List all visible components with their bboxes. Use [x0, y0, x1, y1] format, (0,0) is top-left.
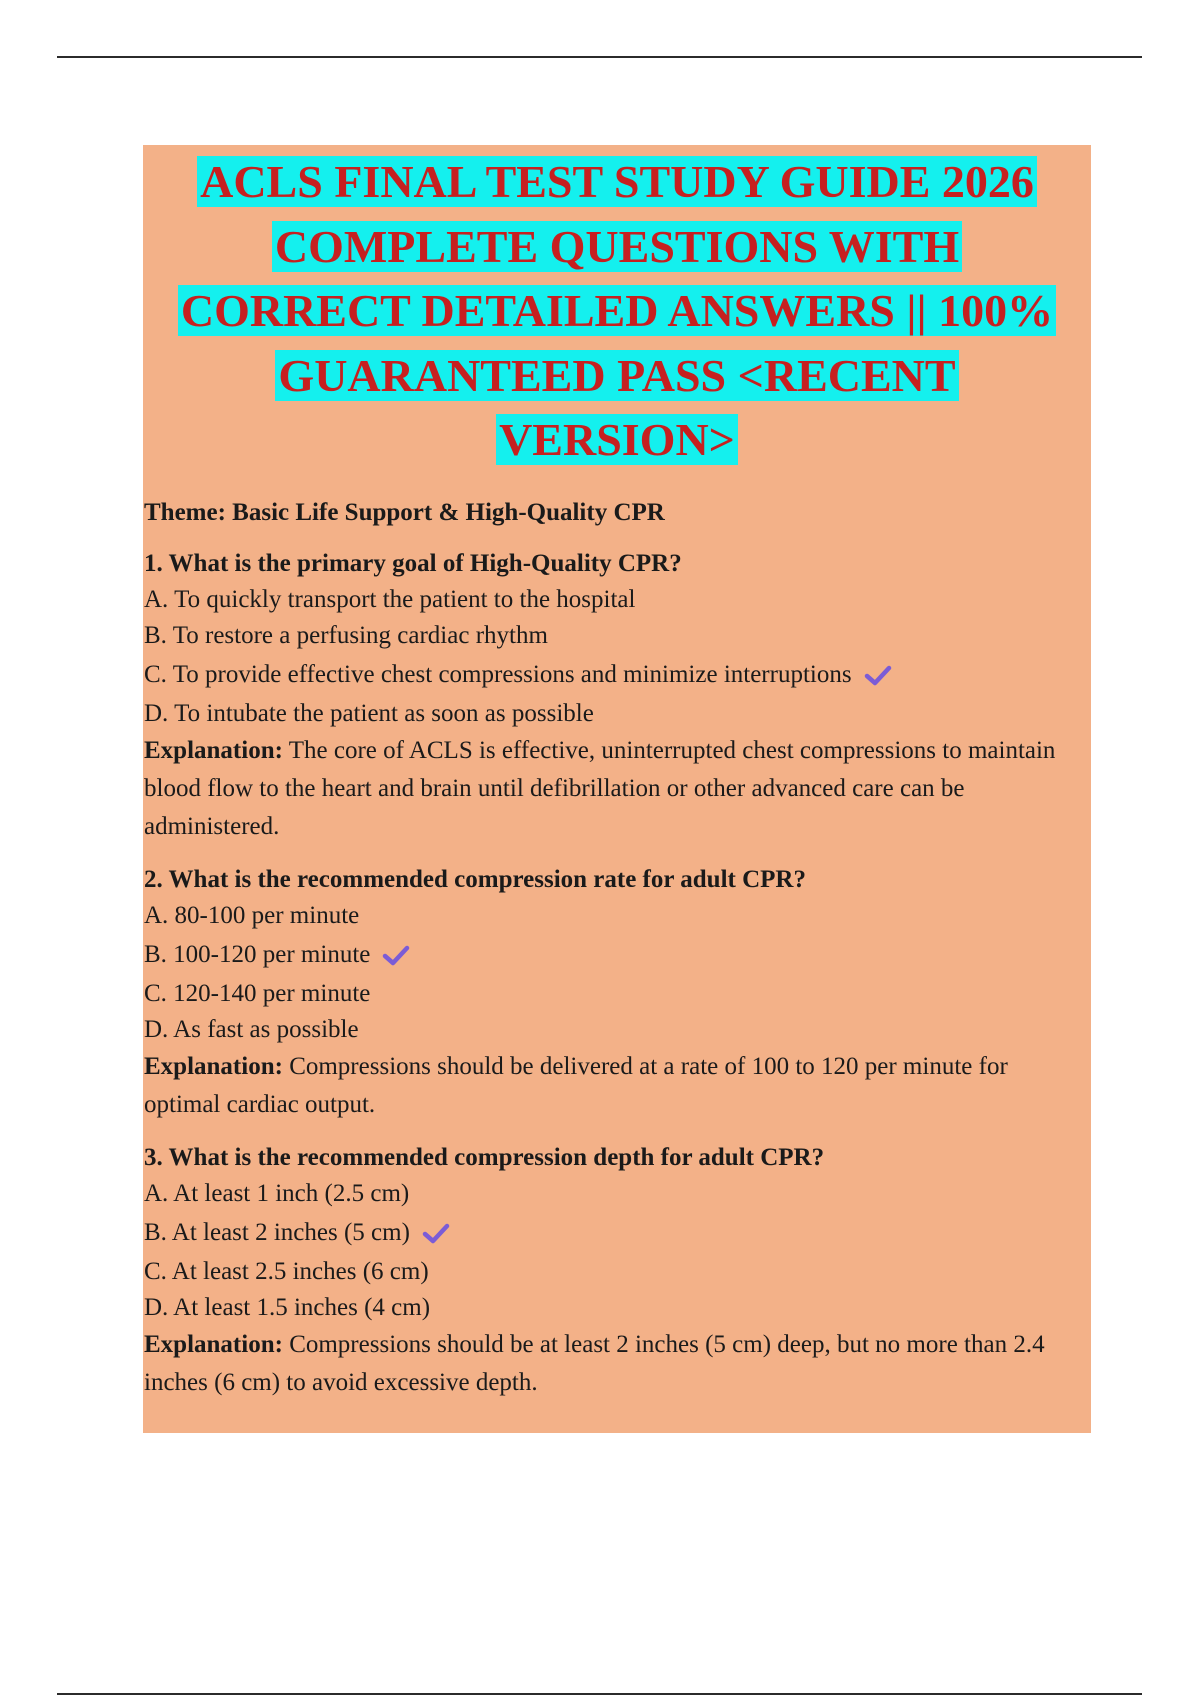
- document-title: [143, 145, 1091, 473]
- option-text: C. At least 2.5 inches (6 cm): [144, 1257, 429, 1285]
- content: [143, 497, 1091, 1402]
- answer-option: [144, 1012, 1081, 1048]
- answer-option: [144, 1254, 1081, 1290]
- explanation-label: Explanation:: [144, 736, 283, 764]
- explanation: [144, 1326, 1081, 1402]
- explanation-text: Compressions should be delivered at a rate of 100 to 120 per minute for optimal cardiac output.: [144, 1052, 1008, 1118]
- footer-rule: [57, 1693, 1142, 1695]
- question-block: [144, 862, 1081, 1124]
- answer-option-correct: [144, 654, 1081, 696]
- option-text: A. To quickly transport the patient to the hospital: [144, 585, 636, 613]
- header-rule: [57, 56, 1142, 58]
- explanation-label: Explanation:: [144, 1052, 283, 1080]
- study-guide-panel: [143, 145, 1091, 1433]
- explanation-label: Explanation:: [144, 1330, 283, 1358]
- answer-option: [144, 976, 1081, 1012]
- question-block: [144, 1140, 1081, 1402]
- theme-heading: Theme: Basic Life Support & High-Quality CPR: [144, 498, 665, 526]
- option-text: B. To restore a perfusing cardiac rhythm: [144, 621, 548, 649]
- option-text: B. At least 2 inches (5 cm): [144, 1218, 410, 1246]
- question-title: 1. What is the primary goal of High-Quality CPR?: [144, 549, 682, 577]
- option-text: D. At least 1.5 inches (4 cm): [144, 1293, 431, 1321]
- title-line: CORRECT DETAILED ANSWERS || 100%: [178, 285, 1056, 336]
- title-line: ACLS FINAL TEST STUDY GUIDE 2026: [197, 156, 1037, 207]
- title-line: VERSION>: [496, 414, 738, 465]
- option-text: A. 80-100 per minute: [144, 901, 360, 929]
- explanation: [144, 732, 1081, 846]
- option-text: A. At least 1 inch (2.5 cm): [144, 1179, 410, 1207]
- option-text: D. As fast as possible: [144, 1015, 359, 1043]
- answer-option: [144, 898, 1081, 934]
- option-text: D. To intubate the patient as soon as possible: [144, 699, 594, 727]
- answer-option: [144, 1176, 1081, 1212]
- title-line: COMPLETE QUESTIONS WITH: [272, 221, 962, 272]
- check-mark-icon: [864, 664, 892, 686]
- explanation: [144, 1048, 1081, 1124]
- check-mark-icon: [422, 1222, 450, 1244]
- question-title: 3. What is the recommended compression depth for adult CPR?: [144, 1143, 825, 1171]
- explanation-text: Compressions should be at least 2 inches (5 cm) deep, but no more than 2.4 inches (6 cm) to avoid excessive depth.: [144, 1330, 1045, 1396]
- check-mark-icon: [382, 944, 410, 966]
- option-text: B. 100-120 per minute: [144, 940, 371, 968]
- answer-option: [144, 696, 1081, 732]
- answer-option: [144, 618, 1081, 654]
- option-text: C. To provide effective chest compressions and minimize interruptions: [144, 660, 852, 688]
- answer-option: [144, 582, 1081, 618]
- answer-option-correct: [144, 1212, 1081, 1254]
- title-line: GUARANTEED PASS <RECENT: [275, 350, 958, 401]
- answer-option-correct: [144, 934, 1081, 976]
- question-title: 2. What is the recommended compression rate for adult CPR?: [144, 865, 806, 893]
- question-block: [144, 546, 1081, 846]
- option-text: C. 120-140 per minute: [144, 979, 371, 1007]
- answer-option: [144, 1290, 1081, 1326]
- explanation-text: The core of ACLS is effective, uninterrupted chest compressions to maintain blood flow to the heart and brain until defibrillation or other advanced care can be administered.: [144, 736, 1056, 840]
